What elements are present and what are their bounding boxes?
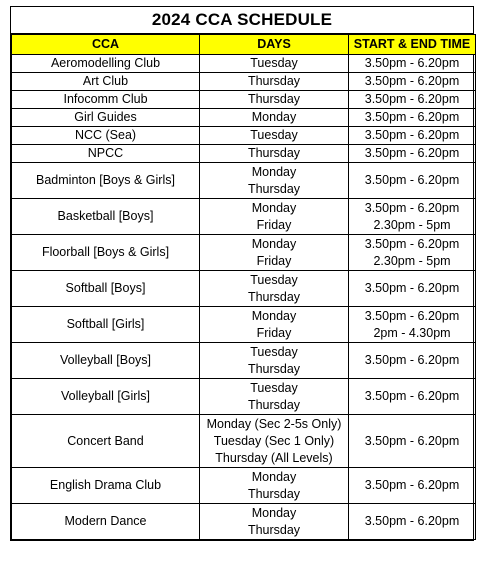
days-cell — [200, 73, 349, 91]
day-line: Tuesday — [250, 380, 298, 395]
day-line: Tuesday (Sec 1 Only) — [213, 433, 335, 448]
time-line: 3.50pm - 6.20pm — [364, 433, 460, 448]
table-row — [12, 504, 476, 540]
time-line: 3.50pm - 6.20pm — [364, 308, 460, 323]
days-cell — [200, 127, 349, 145]
cca-cell: Volleyball [Boys] — [12, 343, 200, 379]
table-row — [12, 127, 476, 145]
table-row — [12, 145, 476, 163]
cca-cell: Badminton [Boys & Girls] — [12, 163, 200, 199]
cca-cell: Aeromodelling Club — [12, 55, 200, 73]
time-cell — [349, 343, 476, 379]
table-row — [12, 73, 476, 91]
table-row — [12, 271, 476, 307]
time-cell — [349, 271, 476, 307]
table-body — [12, 55, 476, 540]
cca-cell: NPCC — [12, 145, 200, 163]
day-line: Monday — [251, 505, 297, 520]
days-cell — [200, 271, 349, 307]
cca-cell: Art Club — [12, 73, 200, 91]
day-line: Friday — [256, 217, 292, 232]
table-row — [12, 199, 476, 235]
day-line: Thursday — [247, 522, 301, 537]
table-row — [12, 415, 476, 468]
cca-cell: NCC (Sea) — [12, 127, 200, 145]
cca-cell: Infocomm Club — [12, 91, 200, 109]
time-line: 3.50pm - 6.20pm — [364, 389, 460, 403]
day-line: Thursday — [247, 146, 301, 160]
time-cell — [349, 55, 476, 73]
time-line: 2.30pm - 5pm — [373, 253, 451, 268]
time-cell — [349, 109, 476, 127]
day-line: Tuesday — [250, 344, 298, 359]
cca-cell: Floorball [Boys & Girls] — [12, 235, 200, 271]
time-cell — [349, 91, 476, 109]
table-row — [12, 109, 476, 127]
days-cell — [200, 199, 349, 235]
day-line: Tuesday — [250, 128, 298, 142]
time-cell — [349, 415, 476, 468]
table-row — [12, 343, 476, 379]
days-cell — [200, 504, 349, 540]
time-line: 3.50pm - 6.20pm — [364, 56, 460, 70]
time-line: 3.50pm - 6.20pm — [364, 74, 460, 88]
day-line: Tuesday — [250, 56, 298, 70]
time-cell — [349, 127, 476, 145]
cca-cell: Softball [Boys] — [12, 271, 200, 307]
time-line: 3.50pm - 6.20pm — [364, 92, 460, 106]
table-row — [12, 55, 476, 73]
day-line: Monday — [251, 469, 297, 484]
day-line: Friday — [256, 253, 292, 268]
time-cell — [349, 307, 476, 343]
time-line: 3.50pm - 6.20pm — [364, 236, 460, 251]
time-line: 2pm - 4.30pm — [373, 325, 451, 340]
table-row — [12, 235, 476, 271]
schedule-table-wrapper — [10, 33, 474, 541]
day-line: Tuesday — [250, 272, 298, 287]
time-line: 3.50pm - 6.20pm — [364, 478, 460, 492]
day-line: Thursday — [247, 486, 301, 501]
table-row — [12, 163, 476, 199]
days-cell — [200, 91, 349, 109]
days-cell — [200, 55, 349, 73]
day-line: Thursday — [247, 74, 301, 88]
time-line: 3.50pm - 6.20pm — [364, 173, 460, 187]
time-line: 3.50pm - 6.20pm — [364, 514, 460, 528]
day-line: Monday — [251, 164, 297, 179]
time-cell — [349, 468, 476, 504]
cca-cell: Girl Guides — [12, 109, 200, 127]
cca-cell: Volleyball [Girls] — [12, 379, 200, 415]
day-line: Monday — [251, 236, 297, 251]
schedule-sheet — [10, 6, 474, 541]
column-header-time: START & END TIME — [349, 35, 476, 55]
cca-cell: Basketball [Boys] — [12, 199, 200, 235]
days-cell — [200, 109, 349, 127]
time-line: 3.50pm - 6.20pm — [364, 281, 460, 295]
days-cell — [200, 343, 349, 379]
column-header-days: DAYS — [200, 35, 349, 55]
days-cell — [200, 145, 349, 163]
cca-cell: English Drama Club — [12, 468, 200, 504]
time-line: 3.50pm - 6.20pm — [364, 128, 460, 142]
time-cell — [349, 379, 476, 415]
days-cell — [200, 379, 349, 415]
cca-cell: Concert Band — [12, 415, 200, 468]
days-cell — [200, 468, 349, 504]
time-cell — [349, 504, 476, 540]
day-line: Thursday — [247, 397, 301, 412]
time-cell — [349, 163, 476, 199]
table-row — [12, 379, 476, 415]
time-cell — [349, 199, 476, 235]
day-line: Thursday — [247, 181, 301, 196]
table-row — [12, 307, 476, 343]
time-cell — [349, 145, 476, 163]
page-title: 2024 CCA SCHEDULE — [10, 6, 474, 33]
day-line: Monday (Sec 2-5s Only) — [206, 416, 342, 431]
day-line: Monday — [251, 200, 297, 215]
cca-cell: Modern Dance — [12, 504, 200, 540]
day-line: Thursday — [247, 289, 301, 304]
time-cell — [349, 235, 476, 271]
day-line: Thursday — [247, 361, 301, 376]
day-line: Monday — [251, 110, 297, 124]
column-header-cca: CCA — [12, 35, 200, 55]
time-line: 3.50pm - 6.20pm — [364, 146, 460, 160]
days-cell — [200, 163, 349, 199]
time-line: 3.50pm - 6.20pm — [364, 200, 460, 215]
time-line: 2.30pm - 5pm — [373, 217, 451, 232]
days-cell — [200, 415, 349, 468]
days-cell — [200, 235, 349, 271]
day-line: Friday — [256, 325, 292, 340]
schedule-table — [11, 34, 476, 540]
time-line: 3.50pm - 6.20pm — [364, 110, 460, 124]
time-line: 3.50pm - 6.20pm — [364, 353, 460, 367]
day-line: Monday — [251, 308, 297, 323]
table-row — [12, 91, 476, 109]
table-row — [12, 468, 476, 504]
time-cell — [349, 73, 476, 91]
day-line: Thursday — [247, 92, 301, 106]
cca-cell: Softball [Girls] — [12, 307, 200, 343]
table-header-row — [12, 35, 476, 55]
day-line: Thursday (All Levels) — [215, 450, 333, 465]
days-cell — [200, 307, 349, 343]
